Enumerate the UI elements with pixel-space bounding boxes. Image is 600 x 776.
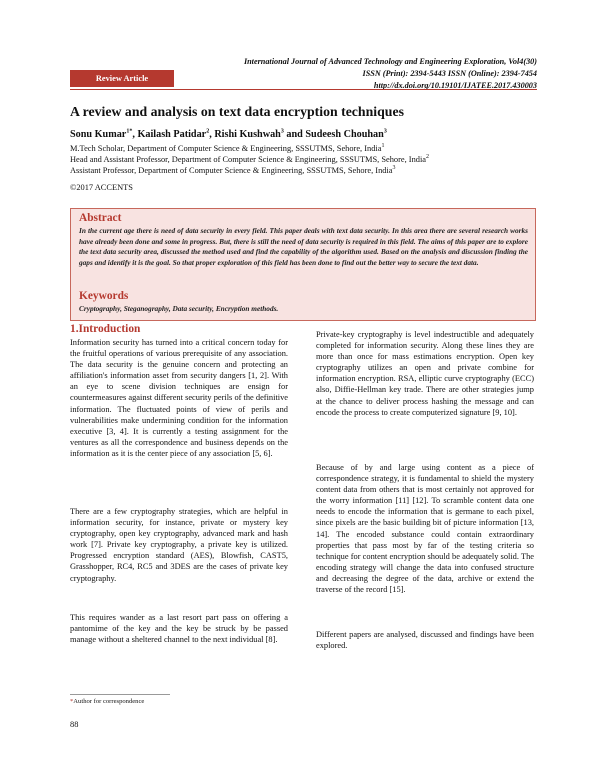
author-sup: 3 [280,128,284,135]
left-column-para-1 [70,337,288,459]
paragraph: Because of by and large using content as a piece of correspondence strategy, it is fundamental to shield the mystery content data from others that is most certainly not approved for the worry information [11] [12]. To scramble content data one needs to encode the information that is germane to each pixel, since pixels are the basic building bit of picture information [13, 14]. The encoded substance could contain extraordinary properties that pass most by far of the testing criteria so technique for content encryption should be adequately solid. The encoding strategy will change the data into confused structure and decreasing the degree of the data, archive or extend the traverse of the record [15]. [316,463,534,595]
affiliation-text: Head and Assistant Professor, Department of Computer Science & Engineering, SSSUTMS, Sehore, India [70,155,427,164]
paragraph: Different papers are analysed, discussed and findings have been explored. [316,630,534,651]
right-column-para-2 [316,462,534,595]
author-name: Sonu Kumar [70,129,127,140]
affiliation-3 [70,165,396,176]
author-separator: , [132,129,138,140]
left-column-para-2 [70,506,288,584]
paragraph: Private-key cryptography is level indestructible and adequately completed for information security. Along these lines they are more than once for mass estimations encryption. Open key cryptography utilizes an open and private combine for information encryption. RSA, elliptic curve cryptography (ECC) also, Diffie-Hellman key trade. There are other strategies jump at the chance to deliver process hashing the message and can encode the process to create computerized signature [9, 10]. [316,330,534,417]
review-article-badge: Review Article [70,70,174,87]
author-name: Rishi Kushwah [214,129,281,140]
author-sup: 3 [383,128,387,135]
footnote-text: Author for correspondence [73,698,145,705]
footnote [70,698,144,705]
paper-title: A review and analysis on text data encryption techniques [70,104,404,119]
paragraph: This requires wander as a last resort part pass on offering a pantomime of the key and the key be struck by be passed manage without a sheltered channel to the next individual [8]. [70,613,288,645]
affiliation-sup: 1 [381,143,385,150]
keywords-heading: Keywords [79,290,129,302]
author-sup: 1* [126,128,133,135]
page-number: 88 [70,720,79,729]
copyright-notice: ©2017 ACCENTS [70,183,133,192]
right-column-para-3 [316,629,534,651]
affiliation-text: M.Tech Scholar, Department of Computer Science & Engineering, SSSUTMS, Sehore, India [70,144,382,153]
footnote-divider [70,694,170,695]
affiliation-sup: 2 [426,154,430,161]
footnote-star: * [70,698,74,705]
affiliation-1 [70,143,384,154]
abstract-heading: Abstract [79,212,122,224]
left-column-para-3 [70,612,288,645]
affiliation-text: Assistant Professor, Department of Computer Science & Engineering, SSSUTMS, Sehore, India [70,166,393,175]
journal-doi[interactable]: http://dx.doi.org/10.19101/IJATEE.2017.430003 [373,81,537,90]
abstract-text: In the current age there is need of data security in every field. This paper deals with text data security. In this area there are several research works have already been done and some in progress. But, there is still the need of data security is required in this field. The aims of this paper are to explore the text data security area, discussed the method used and find the capability of the algorithm used. Based on the analysis and discussion finding the gaps and identify it is the goal. So that proper exploration of this field has been done to find out the better way to secure the text data. [79,226,528,267]
author-separator: , [209,129,215,140]
paragraph: Information security has turned into a critical concern today for the fruitful operations of various prerequisite of any association. The data security is the genuine concern and protecting an affiliation's information asset from security dangers [1, 2]. With an eye to scene division techniques are ensign for countermeasures against different security perils of the definitive information. The fluctuated points of view of perils and vulnerabilities make undermining condition for the information executive [3, 4]. It is currently a testing assignment for the ventures as all the correspondence and business depends on the information as it is the center piece of any association [5, 6]. [70,338,288,458]
journal-name: International Journal of Advanced Technology and Engineering Exploration, Vol4(30) [243,57,537,66]
affiliation-2 [70,154,429,165]
author-sup: 2 [206,128,210,135]
author-name: Sudeesh Chouhan [305,129,384,140]
introduction-heading: 1.Introduction [70,323,141,335]
header-divider [70,89,537,90]
right-column-para-1 [316,329,534,418]
affiliation-sup: 3 [392,165,396,172]
journal-issn: ISSN (Print): 2394-5443 ISSN (Online): 2394-7454 [362,69,537,78]
author-name: Kailash Patidar [137,129,207,140]
keywords-text: Cryptography, Steganography, Data security, Encryption methods. [79,304,279,313]
paragraph: There are a few cryptography strategies, which are helpful in information security, for instance, private or mystery key cryptography, open key cryptography, advanced mark and hash work [7]. Private key cryptography, a private key is utilized. Progressed encryption standard (AES), Blowfish, CAST5, Grasshopper, RC4, RC5 and 3DES are the cases of private key cryptography. [70,507,288,583]
author-list [70,129,387,140]
abstract-box [70,208,536,321]
author-separator: and [283,129,306,140]
